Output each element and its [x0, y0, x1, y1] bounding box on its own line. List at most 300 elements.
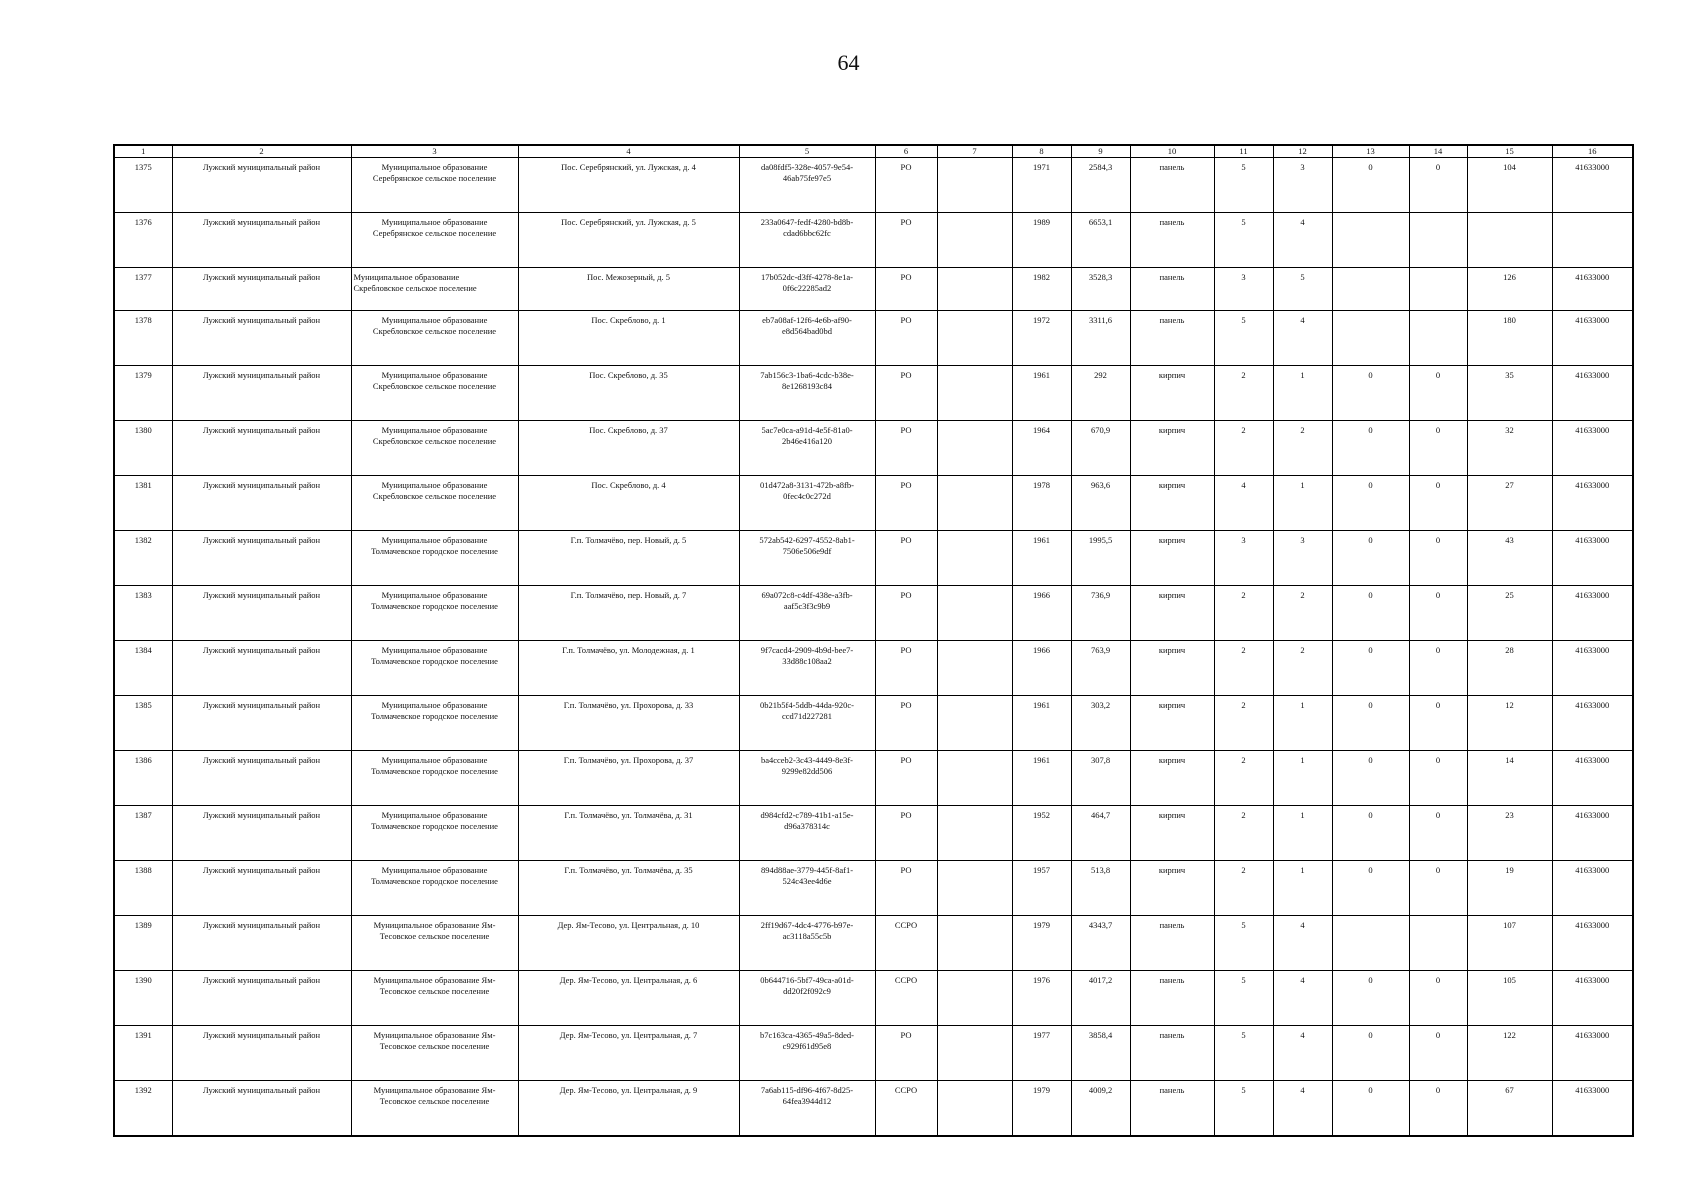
cell-col-4: Г.п. Толмачёво, пер. Новый, д. 7: [518, 586, 739, 641]
guid-line: ccd71d227281: [781, 711, 833, 721]
column-number-row: [114, 145, 1633, 158]
cell-col-13: [1332, 311, 1409, 366]
guid-line: 894d88ae-3779-445f-8af1-: [760, 865, 854, 875]
municipality-line: Муниципальное образование: [381, 535, 488, 545]
cell-col-15: 35: [1467, 366, 1552, 421]
cell-col-1: 1383: [114, 586, 172, 641]
guid-line: 9f7cacd4-2909-4b9d-bee7-: [760, 645, 854, 655]
column-number-cell: 8: [1012, 145, 1071, 158]
cell-col-1: 1377: [114, 268, 172, 311]
cell-col-2: Лужский муниципальный район: [172, 1081, 351, 1137]
cell-col-13: 0: [1332, 1026, 1409, 1081]
municipality-line: Муниципальное образование: [353, 272, 460, 282]
column-number-cell: 12: [1273, 145, 1332, 158]
cell-col-7: [937, 861, 1012, 916]
cell-col-4: Пос. Серебрянский, ул. Лужская, д. 5: [518, 213, 739, 268]
cell-col-2: Лужский муниципальный район: [172, 806, 351, 861]
cell-col-11: 2: [1214, 751, 1273, 806]
cell-col-15: 43: [1467, 531, 1552, 586]
cell-col-6: РО: [875, 531, 937, 586]
cell-col-8: 1957: [1012, 861, 1071, 916]
cell-col-16: 41633000: [1552, 861, 1633, 916]
cell-col-14: 0: [1409, 641, 1467, 696]
cell-col-12: 2: [1273, 641, 1332, 696]
cell-col-16: 41633000: [1552, 971, 1633, 1026]
cell-col-15: 67: [1467, 1081, 1552, 1137]
cell-col-9: 2584,3: [1071, 158, 1130, 213]
cell-col-2: Лужский муниципальный район: [172, 268, 351, 311]
cell-col-15: 104: [1467, 158, 1552, 213]
column-number-cell: 6: [875, 145, 937, 158]
cell-col-12: 3: [1273, 531, 1332, 586]
table-row: [114, 861, 1633, 916]
table-row: [114, 586, 1633, 641]
cell-col-1: 1388: [114, 861, 172, 916]
cell-col-15: 107: [1467, 916, 1552, 971]
cell-col-16: 41633000: [1552, 1081, 1633, 1137]
cell-col-9: 4343,7: [1071, 916, 1130, 971]
guid-line: eb7a08af-12f6-4e6b-af90-: [762, 315, 852, 325]
cell-col-16: 41633000: [1552, 476, 1633, 531]
table-row: [114, 366, 1633, 421]
cell-col-2: Лужский муниципальный район: [172, 696, 351, 751]
guid-line: cdad6bbc62fc: [783, 228, 831, 238]
cell-col-4: Г.п. Толмачёво, ул. Толмачёва, д. 35: [518, 861, 739, 916]
municipality-line: Муниципальное образование: [381, 370, 488, 380]
cell-col-7: [937, 641, 1012, 696]
cell-col-6: ССРО: [875, 916, 937, 971]
cell-col-10: кирпич: [1130, 476, 1214, 531]
cell-col-8: 1952: [1012, 806, 1071, 861]
municipality-line: Серебрянское сельское поселение: [372, 228, 497, 238]
guid-line: 5ac7e0ca-a91d-4e5f-81a0-: [761, 425, 853, 435]
cell-col-9: 4017,2: [1071, 971, 1130, 1026]
cell-col-1: 1390: [114, 971, 172, 1026]
cell-col-14: 0: [1409, 861, 1467, 916]
cell-col-1: 1375: [114, 158, 172, 213]
page-number: 64: [837, 50, 860, 75]
table-row: [114, 268, 1633, 311]
column-number-cell: 3: [351, 145, 518, 158]
municipality-cell: [351, 641, 518, 696]
cell-col-16: [1552, 213, 1633, 268]
municipality-line: Муниципальное образование: [381, 755, 488, 765]
cell-col-12: 1: [1273, 861, 1332, 916]
cell-col-9: 3528,3: [1071, 268, 1130, 311]
municipality-line: Толмачевское городское поселение: [371, 876, 498, 886]
cell-col-8: 1966: [1012, 641, 1071, 696]
cell-col-13: 0: [1332, 806, 1409, 861]
guid-cell: [739, 1081, 875, 1137]
guid-line: da08fdf5-328e-4057-9e54-: [760, 162, 854, 172]
cell-col-6: РО: [875, 366, 937, 421]
cell-col-16: 41633000: [1552, 311, 1633, 366]
municipality-line: Муниципальное образование: [381, 590, 488, 600]
cell-col-4: Пос. Скреблово, д. 37: [518, 421, 739, 476]
cell-col-8: 1976: [1012, 971, 1071, 1026]
cell-col-9: 303,2: [1071, 696, 1130, 751]
cell-col-8: 1961: [1012, 751, 1071, 806]
guid-cell: [739, 586, 875, 641]
cell-col-10: кирпич: [1130, 366, 1214, 421]
municipality-cell: [351, 421, 518, 476]
municipality-line: Муниципальное образование: [381, 645, 488, 655]
cell-col-2: Лужский муниципальный район: [172, 1026, 351, 1081]
table-row: [114, 1081, 1633, 1137]
cell-col-2: Лужский муниципальный район: [172, 861, 351, 916]
cell-col-11: 3: [1214, 531, 1273, 586]
guid-line: 524c43ee4d6e: [782, 876, 832, 886]
cell-col-9: 6653,1: [1071, 213, 1130, 268]
cell-col-11: 5: [1214, 158, 1273, 213]
cell-col-7: [937, 1026, 1012, 1081]
cell-col-1: 1384: [114, 641, 172, 696]
guid-cell: [739, 366, 875, 421]
guid-line: 46ab75fe97e5: [782, 173, 832, 183]
cell-col-7: [937, 311, 1012, 366]
table-row: [114, 751, 1633, 806]
cell-col-9: 292: [1071, 366, 1130, 421]
cell-col-14: 0: [1409, 751, 1467, 806]
cell-col-14: 0: [1409, 1081, 1467, 1137]
cell-col-7: [937, 586, 1012, 641]
guid-cell: [739, 158, 875, 213]
cell-col-9: 3858,4: [1071, 1026, 1130, 1081]
cell-col-12: 4: [1273, 311, 1332, 366]
municipality-cell: [351, 916, 518, 971]
cell-col-11: 2: [1214, 806, 1273, 861]
cell-col-11: 5: [1214, 971, 1273, 1026]
cell-col-16: 41633000: [1552, 531, 1633, 586]
cell-col-11: 5: [1214, 1026, 1273, 1081]
table-row: [114, 916, 1633, 971]
municipality-cell: [351, 476, 518, 531]
cell-col-7: [937, 916, 1012, 971]
municipality-line: Скребловское сельское поселение: [372, 436, 497, 446]
municipality-line: Муниципальное образование: [381, 425, 488, 435]
cell-col-15: [1467, 213, 1552, 268]
cell-col-2: Лужский муниципальный район: [172, 213, 351, 268]
municipality-cell: [351, 311, 518, 366]
cell-col-10: кирпич: [1130, 531, 1214, 586]
municipality-cell: [351, 158, 518, 213]
cell-col-4: Дер. Ям-Тесово, ул. Центральная, д. 10: [518, 916, 739, 971]
guid-line: 0b21b5f4-5ddb-44da-920c-: [760, 700, 854, 710]
cell-col-10: панель: [1130, 213, 1214, 268]
column-number-cell: 9: [1071, 145, 1130, 158]
guid-line: dd20f2f092c9: [783, 986, 831, 996]
cell-col-4: Пос. Скреблово, д. 4: [518, 476, 739, 531]
municipality-line: Муниципальное образование: [381, 865, 488, 875]
housing-registry-table: [113, 144, 1634, 1137]
municipality-line: Скребловское сельское поселение: [353, 283, 477, 293]
cell-col-7: [937, 213, 1012, 268]
cell-col-2: Лужский муниципальный район: [172, 421, 351, 476]
cell-col-2: Лужский муниципальный район: [172, 971, 351, 1026]
municipality-line: Тесовское сельское поселение: [379, 986, 490, 996]
guid-line: 8e1268193c84: [781, 381, 833, 391]
cell-col-15: 180: [1467, 311, 1552, 366]
municipality-cell: [351, 586, 518, 641]
cell-col-11: 2: [1214, 696, 1273, 751]
cell-col-10: панель: [1130, 971, 1214, 1026]
guid-line: ac3118a55c5b: [782, 931, 832, 941]
cell-col-7: [937, 971, 1012, 1026]
municipality-line: Муниципальное образование: [381, 480, 488, 490]
cell-col-1: 1376: [114, 213, 172, 268]
municipality-cell: [351, 696, 518, 751]
cell-col-2: Лужский муниципальный район: [172, 641, 351, 696]
cell-col-10: панель: [1130, 1081, 1214, 1137]
cell-col-9: 1995,5: [1071, 531, 1130, 586]
municipality-cell: [351, 268, 518, 311]
guid-line: e8d564bad0bd: [781, 326, 833, 336]
cell-col-12: 2: [1273, 586, 1332, 641]
guid-line: 17b052dc-d3ff-4278-8e1a-: [761, 272, 853, 282]
cell-col-16: 41633000: [1552, 696, 1633, 751]
cell-col-6: РО: [875, 476, 937, 531]
cell-col-4: Дер. Ям-Тесово, ул. Центральная, д. 7: [518, 1026, 739, 1081]
cell-col-11: 2: [1214, 421, 1273, 476]
cell-col-12: 1: [1273, 476, 1332, 531]
column-number-cell: 7: [937, 145, 1012, 158]
municipality-line: Скребловское сельское поселение: [372, 491, 497, 501]
cell-col-7: [937, 696, 1012, 751]
guid-cell: [739, 531, 875, 586]
municipality-line: Толмачевское городское поселение: [371, 711, 498, 721]
cell-col-13: 0: [1332, 586, 1409, 641]
cell-col-13: [1332, 213, 1409, 268]
municipality-line: Муниципальное образование: [381, 217, 488, 227]
guid-cell: [739, 1026, 875, 1081]
cell-col-7: [937, 476, 1012, 531]
cell-col-16: 41633000: [1552, 586, 1633, 641]
municipality-line: Тесовское сельское поселение: [379, 931, 490, 941]
guid-cell: [739, 476, 875, 531]
cell-col-13: 0: [1332, 421, 1409, 476]
cell-col-2: Лужский муниципальный район: [172, 158, 351, 213]
cell-col-9: 464,7: [1071, 806, 1130, 861]
municipality-line: Муниципальное образование Ям-: [373, 975, 496, 985]
table-row: [114, 213, 1633, 268]
cell-col-7: [937, 421, 1012, 476]
cell-col-12: 3: [1273, 158, 1332, 213]
guid-cell: [739, 696, 875, 751]
municipality-line: Толмачевское городское поселение: [371, 766, 498, 776]
cell-col-13: 0: [1332, 531, 1409, 586]
cell-col-15: 14: [1467, 751, 1552, 806]
guid-cell: [739, 213, 875, 268]
cell-col-10: панель: [1130, 1026, 1214, 1081]
cell-col-11: 2: [1214, 861, 1273, 916]
cell-col-1: 1382: [114, 531, 172, 586]
cell-col-7: [937, 531, 1012, 586]
cell-col-13: 0: [1332, 641, 1409, 696]
cell-col-4: Пос. Скреблово, д. 35: [518, 366, 739, 421]
cell-col-11: 3: [1214, 268, 1273, 311]
cell-col-16: 41633000: [1552, 268, 1633, 311]
cell-col-8: 1979: [1012, 916, 1071, 971]
cell-col-16: 41633000: [1552, 366, 1633, 421]
guid-cell: [739, 268, 875, 311]
cell-col-2: Лужский муниципальный район: [172, 531, 351, 586]
cell-col-12: 1: [1273, 366, 1332, 421]
cell-col-14: 0: [1409, 366, 1467, 421]
cell-col-11: 5: [1214, 916, 1273, 971]
cell-col-4: Г.п. Толмачёво, ул. Молодежная, д. 1: [518, 641, 739, 696]
cell-col-15: 19: [1467, 861, 1552, 916]
municipality-line: Муниципальное образование: [381, 810, 488, 820]
cell-col-11: 5: [1214, 1081, 1273, 1137]
cell-col-7: [937, 366, 1012, 421]
cell-col-14: 0: [1409, 806, 1467, 861]
cell-col-4: Г.п. Толмачёво, ул. Прохорова, д. 33: [518, 696, 739, 751]
column-number-cell: 11: [1214, 145, 1273, 158]
cell-col-2: Лужский муниципальный район: [172, 366, 351, 421]
guid-line: aaf5c3f3c9b9: [783, 601, 831, 611]
cell-col-10: кирпич: [1130, 421, 1214, 476]
municipality-line: Толмачевское городское поселение: [371, 656, 498, 666]
cell-col-10: кирпич: [1130, 806, 1214, 861]
cell-col-6: РО: [875, 213, 937, 268]
municipality-cell: [351, 366, 518, 421]
guid-line: 9299e82dd506: [781, 766, 833, 776]
cell-col-13: 0: [1332, 971, 1409, 1026]
cell-col-9: 513,8: [1071, 861, 1130, 916]
cell-col-1: 1379: [114, 366, 172, 421]
guid-line: d984cfd2-c789-41b1-a15e-: [760, 810, 854, 820]
cell-col-12: 4: [1273, 213, 1332, 268]
cell-col-15: 126: [1467, 268, 1552, 311]
cell-col-4: Г.п. Толмачёво, пер. Новый, д. 5: [518, 531, 739, 586]
cell-col-4: Пос. Скреблово, д. 1: [518, 311, 739, 366]
municipality-line: Толмачевское городское поселение: [371, 546, 498, 556]
cell-col-6: РО: [875, 421, 937, 476]
cell-col-8: 1961: [1012, 531, 1071, 586]
cell-col-15: 105: [1467, 971, 1552, 1026]
cell-col-6: РО: [875, 268, 937, 311]
cell-col-8: 1972: [1012, 311, 1071, 366]
cell-col-15: 25: [1467, 586, 1552, 641]
cell-col-1: 1380: [114, 421, 172, 476]
cell-col-10: кирпич: [1130, 751, 1214, 806]
guid-line: ba4cceb2-3c43-4449-8e3f-: [760, 755, 854, 765]
cell-col-1: 1389: [114, 916, 172, 971]
guid-cell: [739, 311, 875, 366]
guid-line: 0fec4c0c272d: [783, 491, 831, 501]
cell-col-16: 41633000: [1552, 751, 1633, 806]
cell-col-2: Лужский муниципальный район: [172, 476, 351, 531]
cell-col-8: 1982: [1012, 268, 1071, 311]
municipality-line: Толмачевское городское поселение: [371, 821, 498, 831]
cell-col-8: 1966: [1012, 586, 1071, 641]
cell-col-13: 0: [1332, 1081, 1409, 1137]
guid-line: 7a6ab115-df96-4f67-8d25-: [760, 1085, 854, 1095]
cell-col-7: [937, 158, 1012, 213]
cell-col-2: Лужский муниципальный район: [172, 311, 351, 366]
cell-col-15: 32: [1467, 421, 1552, 476]
cell-col-9: 4009,2: [1071, 1081, 1130, 1137]
cell-col-11: 5: [1214, 213, 1273, 268]
cell-col-7: [937, 1081, 1012, 1137]
table-row: [114, 1026, 1633, 1081]
cell-col-13: 0: [1332, 696, 1409, 751]
cell-col-8: 1989: [1012, 213, 1071, 268]
cell-col-12: 1: [1273, 751, 1332, 806]
cell-col-6: ССРО: [875, 971, 937, 1026]
municipality-cell: [351, 213, 518, 268]
cell-col-6: РО: [875, 158, 937, 213]
cell-col-7: [937, 806, 1012, 861]
cell-col-14: 0: [1409, 696, 1467, 751]
cell-col-1: 1378: [114, 311, 172, 366]
cell-col-2: Лужский муниципальный район: [172, 751, 351, 806]
cell-col-13: [1332, 268, 1409, 311]
cell-col-6: РО: [875, 641, 937, 696]
cell-col-4: Пос. Межозерный, д. 5: [518, 268, 739, 311]
cell-col-16: 41633000: [1552, 1026, 1633, 1081]
cell-col-14: 0: [1409, 421, 1467, 476]
cell-col-6: РО: [875, 751, 937, 806]
cell-col-10: панель: [1130, 268, 1214, 311]
guid-cell: [739, 916, 875, 971]
cell-col-16: 41633000: [1552, 421, 1633, 476]
cell-col-16: 41633000: [1552, 158, 1633, 213]
guid-line: 572ab542-6297-4552-8ab1-: [759, 535, 855, 545]
cell-col-11: 2: [1214, 366, 1273, 421]
column-number-cell: 14: [1409, 145, 1467, 158]
guid-cell: [739, 971, 875, 1026]
table-row: [114, 641, 1633, 696]
cell-col-8: 1978: [1012, 476, 1071, 531]
municipality-line: Муниципальное образование Ям-: [373, 1085, 496, 1095]
cell-col-9: 963,6: [1071, 476, 1130, 531]
cell-col-4: Г.п. Толмачёво, ул. Прохорова, д. 37: [518, 751, 739, 806]
cell-col-4: Пос. Серебрянский, ул. Лужская, д. 4: [518, 158, 739, 213]
municipality-cell: [351, 751, 518, 806]
cell-col-11: 4: [1214, 476, 1273, 531]
cell-col-1: 1387: [114, 806, 172, 861]
cell-col-9: 3311,6: [1071, 311, 1130, 366]
guid-line: d96a378314c: [784, 821, 830, 831]
cell-col-16: 41633000: [1552, 806, 1633, 861]
cell-col-10: панель: [1130, 158, 1214, 213]
cell-col-12: 4: [1273, 916, 1332, 971]
cell-col-8: 1961: [1012, 696, 1071, 751]
cell-col-6: РО: [875, 311, 937, 366]
cell-col-2: Лужский муниципальный район: [172, 586, 351, 641]
cell-col-6: РО: [875, 861, 937, 916]
cell-col-14: 0: [1409, 586, 1467, 641]
cell-col-13: 0: [1332, 366, 1409, 421]
guid-line: 7ab156c3-1ba6-4cdc-b38e-: [760, 370, 854, 380]
cell-col-14: [1409, 916, 1467, 971]
guid-line: 64fea3944d12: [782, 1096, 832, 1106]
column-number-cell: 5: [739, 145, 875, 158]
cell-col-10: панель: [1130, 311, 1214, 366]
cell-col-14: [1409, 268, 1467, 311]
cell-col-8: 1979: [1012, 1081, 1071, 1137]
cell-col-12: 4: [1273, 971, 1332, 1026]
cell-col-10: кирпич: [1130, 861, 1214, 916]
column-number-cell: 13: [1332, 145, 1409, 158]
municipality-cell: [351, 1081, 518, 1137]
cell-col-1: 1392: [114, 1081, 172, 1137]
cell-col-12: 4: [1273, 1081, 1332, 1137]
cell-col-16: 41633000: [1552, 916, 1633, 971]
cell-col-8: 1961: [1012, 366, 1071, 421]
municipality-line: Скребловское сельское поселение: [372, 326, 497, 336]
